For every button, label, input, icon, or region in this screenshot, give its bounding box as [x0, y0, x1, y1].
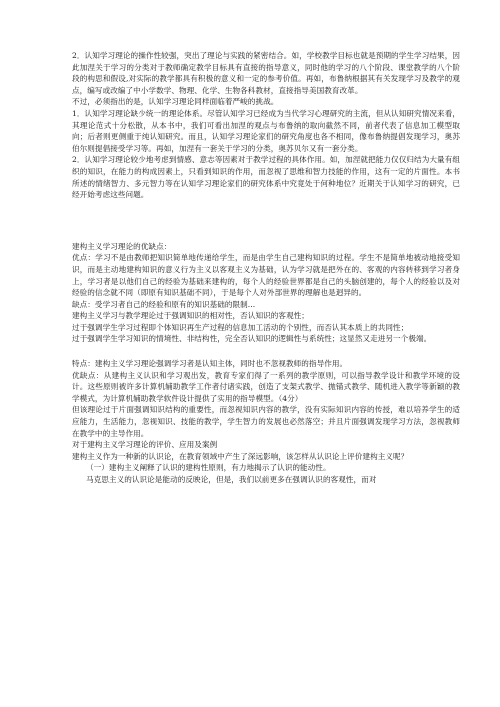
paragraph-evaluation-heading: 对于建构主义学习理论的评价、应用及案例: [72, 440, 218, 450]
paragraph-emotion-will: 2．认知学习理论较少地考虑到情感、意志等因素对于教学过程的具体作用。如，加涅就把能力仅仅归结为大量有组织的知识，在能力的构成因素上，只看到知识的作用，而忽视了思维和智力技能的作用，这有一定的片面性。本书所述的情绪智力、多元智力等在认知学习理论家们的研究体系中究竟处于何种地位？近期关于认知学习的研究，已经开始考虑这些问题。: [72, 155, 460, 200]
paragraph-challenges-intro: 不过，必须指出的是，认知学习理论同样面临着严峻的挑战。: [72, 97, 279, 107]
paragraph-criticism: 但该理论过于片面强调知识结构的重要性，而忽视知识内容的教学，没有实际知识内容的传授，难以培养学生的适应能力，生活能力，忽视知识、技能的教学，学生智力的发展也必然落空；并且片面强调发现学习方法，忽视教师在教学中的主导作用。: [72, 405, 460, 438]
paragraph-pros-cons: 优缺点：从建构主义认识和学习观出发，教育专家们得了一系列的教学原则，可以指导教学设计和教学环境的设计。这些原则被许多计算机辅助教学工作者付诸实践，创造了支架式教学、抛锚式教学、随机进入教学等新颖的教学模式，为计算机辅助教学软件设计提供了实用的指导模型。（4分）: [72, 370, 460, 403]
paragraph-advantages: 优点：学习不是由教师把知识简单地传递给学生，而是由学生自己建构知识的过程。学生不是简单地被动地接受知识，而是主动地建构知识的意义行为主义以客观主义为基础，认为学习就是把外在的、客观的内容转移到学习者身上，学习者是以他们自己的经验为基础来建构的，每个人的经验世界都是自己的头脑创建的，每个人的经验以及对经验的信念就不同（即原有知识基础不同），于是每个人对外部世界的理解也是迥异的。: [72, 253, 460, 298]
paragraph-epistemology: 建构主义作为一种新的认识论，在教育领域中产生了深远影响，该怎样从认识论上评价建构主义呢？: [72, 451, 409, 461]
section-cognitive-evaluation: [72, 50, 460, 201]
paragraph-features: 特点：建构主义学习理论强调学习者是认知主体，同时也不忽视教师的指导作用。: [72, 359, 348, 369]
paragraph-principle-one: （一）建构主义阐释了认识的建构性原则，有力地揭示了认识的能动性。: [86, 463, 331, 473]
spacer: [72, 345, 460, 358]
paragraph-operability: 2．认知学习理论的操作性较强，突出了理论与实践的紧密结合。如，学校教学目标也就是预期的学生学习结果，因此加涅关于学习的分类对于教师确定教学目标具有直接的指导意义，同时他的学习的八个阶段、课堂教学的八个阶段的构思和假设,对实际的教学都具有积极的意义和一定的参考价值。再如，布鲁纳根据其有关发现学习及教学的观点，编写或改编了中小学数学、物理、化学、生物各科教材，直接指导美国教育改革。: [72, 51, 460, 95]
paragraph-individuality: 过于强调学生学习过程即个体知识再生产过程的信息加工活动的个别性，而否认其本质上的共同性；: [72, 322, 409, 332]
section-constructivism-pros-cons: [72, 241, 460, 345]
section-heading: 建构主义学习理论的优缺点：: [72, 241, 172, 251]
spacer: [72, 201, 460, 241]
paragraph-relativity: 建构主义学习与教学理论过于强调知识的相对性，否认知识的客观性；: [72, 311, 309, 321]
section-constructivism-evaluation: [72, 358, 460, 486]
paragraph-situatedness: 过于强调学生学习知识的情境性、非结构性，完全否认知识的逻辑性与系统性；这显然又走进另一个极端。: [72, 334, 432, 344]
paragraph-no-unified-system: 1．认知学习理论缺少统一的理论体系。尽管认知学习已经成为当代学习心理研究的主流，但从认知研究情况来看，其理论范式十分松散，从本书中，我们可看出加涅的观点与布鲁纳的取向截然不同，前者代表了信息加工模型取向；后者则更侧重于纯认知研究。而且，认知学习理论家们的研究角度也各不相同，像布鲁纳提倡发现学习，奥苏伯尔则提倡接受学习等。再如，加涅有一套关于学习的分类，奥苏贝尔又有一套分类。: [72, 108, 460, 153]
paragraph-marxism: 马克思主义的认识论是能动的反映论，但是，我们以前更多在强调认识的客观性，而对: [86, 475, 377, 484]
paragraph-disadvantages: 缺点：受学习者自己的经验和原有的知识基础的限制...: [72, 299, 256, 309]
